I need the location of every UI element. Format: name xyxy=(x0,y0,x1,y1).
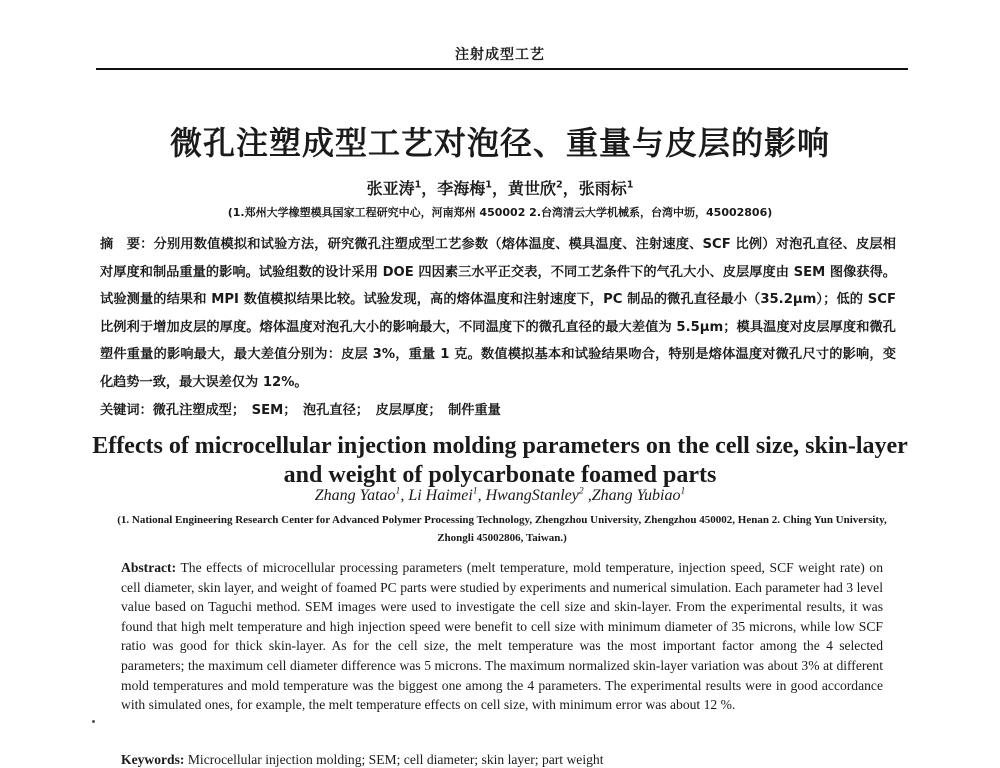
en-author-separator: , xyxy=(583,487,592,504)
cn-author-name: 张雨标 xyxy=(578,179,627,198)
english-abstract-label: Abstract: xyxy=(121,560,177,575)
en-author-name: Zhang Yubiao xyxy=(591,487,681,504)
chinese-title: 微孔注塑成型工艺对泡径、重量与皮层的影响 xyxy=(169,124,830,162)
english-affiliation: (1. National Engineering Research Center for Advanced Polymer Processing Technology, Zhengzhou University, Zhengzhou 450002, Henan 2. Ching Yun University, Zhongli 45002806, Taiwan.) xyxy=(117,514,887,544)
cn-author-affiliation-mark: 1 xyxy=(626,179,634,191)
cn-author-separator: ， xyxy=(491,179,508,198)
english-keywords-text: Microcellular injection molding; SEM; cell diameter; skin layer; part weight xyxy=(187,752,604,767)
en-author-affiliation-mark: 1 xyxy=(395,485,401,497)
en-author-name: Li Haimei xyxy=(408,487,473,504)
running-header: 注射成型工艺 xyxy=(455,47,545,63)
en-author-affiliation-mark: 1 xyxy=(680,485,686,497)
en-author-affiliation-mark: 2 xyxy=(578,485,584,497)
english-keywords xyxy=(121,752,883,768)
chinese-keywords-label: 关键词： xyxy=(100,403,153,418)
cn-author-name: 李海梅 xyxy=(437,179,486,198)
en-author-name: HwangStanley xyxy=(485,487,579,504)
en-author-affiliation-mark: 1 xyxy=(472,485,478,497)
en-author-separator: , xyxy=(400,487,409,504)
cn-author-name: 张亚涛 xyxy=(366,179,415,198)
en-author-name: Zhang Yatao xyxy=(314,487,396,504)
cn-author-affiliation-mark: 2 xyxy=(556,179,563,191)
english-keywords-label: Keywords: xyxy=(121,752,185,767)
english-title: Effects of microcellular injection molding parameters on the cell size, skin-layer and weight of polycarbonate foamed parts xyxy=(92,433,908,488)
header-rule xyxy=(96,68,908,70)
cn-author-affiliation-mark: 1 xyxy=(414,179,422,191)
en-author-separator: , xyxy=(477,487,486,504)
margin-dot xyxy=(92,720,95,723)
chinese-affiliation: (1.郑州大学橡塑模具国家工程研究中心，河南郑州 450002 2.台湾清云大学机械系，台湾中坜，45002806) xyxy=(227,206,773,219)
english-abstract xyxy=(121,558,883,715)
chinese-keywords-text: 微孔注塑成型； SEM； 泡孔直径； 皮层厚度； 制件重量 xyxy=(152,403,501,418)
chinese-authors xyxy=(0,176,1000,199)
cn-author-separator: ， xyxy=(421,179,438,198)
cn-author-name: 黄世欣 xyxy=(508,179,557,198)
chinese-abstract-text: 分别用数值模拟和试验方法，研究微孔注塑成型工艺参数（熔体温度、模具温度、注射速度、SCF 比例）对泡孔直径、皮层相对厚度和制品重量的影响。试验组数的设计采用 DOE 四因素三水平正交表，不同工艺条件下的气孔大小、皮层厚度由 SEM 图像获得。试验测量的结果和 MPI 数值模拟结果比较。试验发现，高的熔体温度和注射速度下，PC 制品的微孔直径最小（35.2μm）；低的 SCF 比例利于增加皮层的厚度。熔体温度对泡孔大小的影响最大，不同温度下的微孔直径的最大差值为 5.5μm；模具温度对皮层厚度和微孔塑件重量的影响最大，最大差值分别为：皮层 3%，重量 1 克。数值模拟基本和试验结果吻合，特别是熔体温度对微孔尺寸的影响，变化趋势一致，最大误差仅为 12%。 xyxy=(100,237,896,390)
cn-author-separator: ， xyxy=(562,179,579,198)
chinese-keywords xyxy=(100,399,896,418)
cn-author-affiliation-mark: 1 xyxy=(485,179,492,191)
english-abstract-text: The effects of microcellular processing parameters (melt temperature, mold temperature, injection speed, SCF weight rate) on cell diameter, skin layer, and weight of foamed PC parts were studied by experiments and numerical simulation. Each parameter had 3 level value based on Taguchi method. SEM images were used to investigate the cell size and skin-layer. From the experimental results, it was found that high melt temperature and high injection speed were benefit to cell size with minimum diameter of 35 microns, while low SCF ratio was good for thick skin-layer. As for the cell size, the melt temperature was the most important factor among the 4 selected parameters; the maximum cell diameter difference was 5 microns. The maximum normalized skin-layer variation was about 3% at different mold temperatures and mold temperature was the biggest one among the 4 parameters. The experimental results were in good accordance with simulated ones, for example, the melt temperature effects on cell size, with minimum error was about 12 %. xyxy=(121,560,883,713)
english-authors xyxy=(0,487,1000,505)
chinese-abstract-label: 摘 要： xyxy=(100,237,154,252)
chinese-abstract xyxy=(100,231,896,397)
